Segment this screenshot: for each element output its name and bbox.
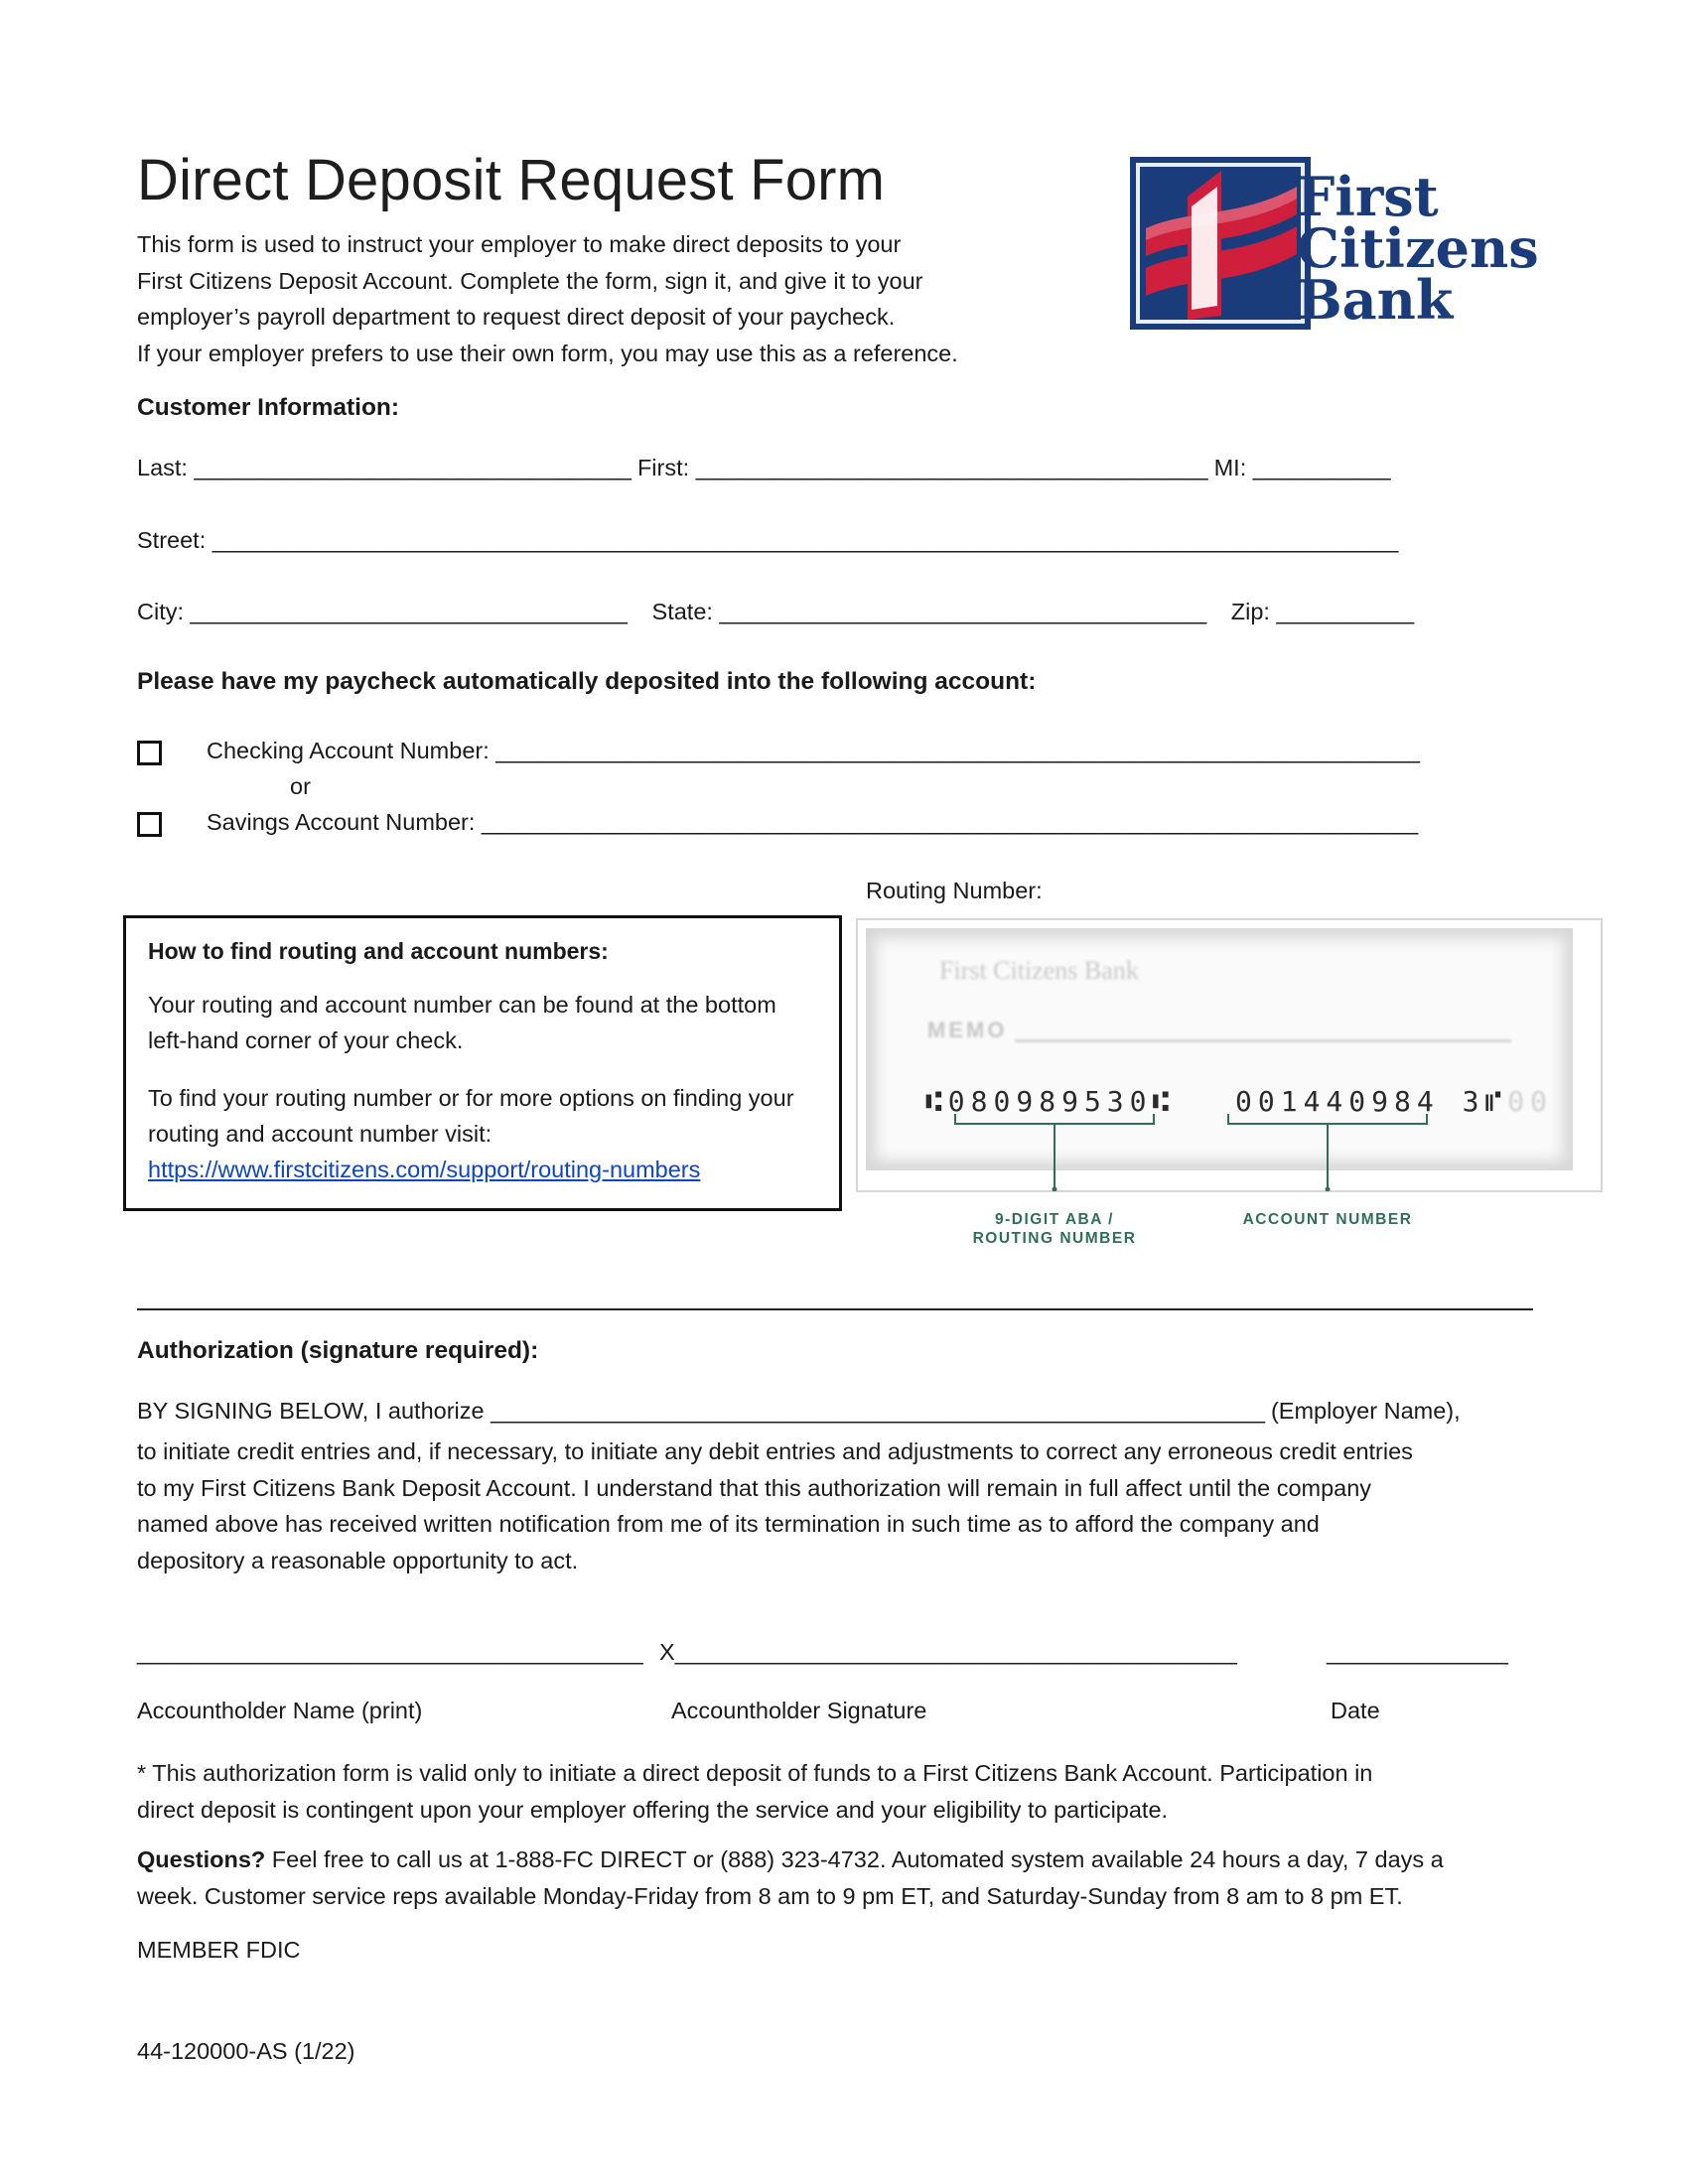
employer-name-label: (Employer Name), bbox=[1264, 1398, 1461, 1424]
authorization-line: named above has received written notification from me of its termination in such time as to afford the company and bbox=[137, 1511, 1320, 1537]
routing-help-box bbox=[123, 915, 842, 1211]
authorization-heading: Authorization (signature required): bbox=[137, 1337, 539, 1364]
member-fdic: MEMBER FDIC bbox=[137, 1937, 301, 1963]
authorization-body bbox=[137, 1433, 1547, 1578]
logo-line: First bbox=[1297, 165, 1439, 228]
savings-checkbox[interactable] bbox=[137, 812, 162, 837]
city-row bbox=[137, 599, 1414, 625]
routing-caption-line: 9-DIGIT ABA / bbox=[995, 1211, 1114, 1228]
signature-x: X bbox=[659, 1639, 675, 1665]
or-text: or bbox=[290, 773, 311, 799]
help-box-text: To find your routing number or for more options on finding your routing and account number visit: bbox=[148, 1085, 794, 1147]
last-label: Last: bbox=[137, 455, 195, 480]
help-box-title: How to find routing and account numbers: bbox=[148, 938, 609, 964]
check-memo-label: MEMO bbox=[927, 1018, 1008, 1042]
account-caption: ACCOUNT NUMBER bbox=[1242, 1211, 1413, 1228]
intro-line: This form is used to instruct your employer to make direct deposits to your bbox=[137, 231, 902, 257]
questions-text: Feel free to call us at 1-888-FC DIRECT or (888) 323-4732. Automated system available 24 hours a day, 7 days a bbox=[265, 1846, 1444, 1872]
name-row bbox=[137, 455, 1390, 481]
help-box-paragraph: Your routing and account number can be found at the bottom left-hand corner of your check. bbox=[148, 992, 776, 1053]
signature-field[interactable]: _____________________________________________ bbox=[674, 1639, 1237, 1665]
state-field[interactable]: _______________________________________ bbox=[719, 599, 1206, 624]
signature-row bbox=[659, 1639, 1236, 1666]
routing-caption bbox=[955, 1210, 1154, 1248]
bank-logo-wordmark bbox=[1297, 165, 1539, 332]
middle-initial-field[interactable]: ___________ bbox=[1252, 455, 1391, 480]
check-routing-micr: ⑆080989530⑆ bbox=[925, 1085, 1176, 1118]
first-label: First: bbox=[636, 455, 696, 480]
street-field[interactable]: _______________________________________________________________________________________________ bbox=[211, 527, 1398, 553]
check-bank-name: First Citizens Bank bbox=[939, 956, 1139, 985]
mi-label: MI: bbox=[1213, 455, 1253, 480]
savings-account-field[interactable]: ___________________________________________________________________________ bbox=[481, 809, 1418, 835]
checking-account-field[interactable]: __________________________________________________________________________ bbox=[495, 738, 1420, 763]
page-title: Direct Deposit Request Form bbox=[137, 148, 886, 212]
bank-logo-icon bbox=[1130, 157, 1311, 330]
intro-line: First Citizens Deposit Account. Complete the form, sign it, and give it to your bbox=[137, 267, 923, 294]
checking-checkbox[interactable] bbox=[137, 741, 162, 765]
account-micr-faded: 00 bbox=[1507, 1085, 1553, 1118]
accountholder-name-label: Accountholder Name (print) bbox=[137, 1698, 423, 1723]
savings-label: Savings Account Number: bbox=[207, 809, 482, 835]
customer-info-heading: Customer Information: bbox=[137, 394, 400, 421]
employer-name-field[interactable]: ______________________________________________________________ bbox=[491, 1398, 1265, 1424]
account-micr-digits: 001440984 3⑈ bbox=[1235, 1085, 1508, 1118]
last-name-field[interactable]: ___________________________________ bbox=[194, 455, 632, 480]
disclaimer bbox=[137, 1755, 1547, 1828]
intro-paragraph bbox=[137, 226, 1080, 371]
intro-line: If your employer prefers to use their own form, you may use this as a reference. bbox=[137, 340, 958, 366]
authorization-line: to my First Citizens Bank Deposit Account. I understand that this authorization will remain in full affect until the company bbox=[137, 1474, 1372, 1501]
street-row bbox=[137, 527, 1398, 554]
questions-line: week. Customer service reps available Monday-Friday from 8 am to 9 pm ET, and Saturday-Sunday from 8 am to 8 pm ET. bbox=[137, 1882, 1403, 1909]
authorization-line: depository a reasonable opportunity to act. bbox=[137, 1547, 579, 1573]
check-memo-line bbox=[1015, 1039, 1511, 1042]
disclaimer-line: direct deposit is contingent upon your employer offering the service and your eligibility to participate. bbox=[137, 1796, 1169, 1823]
street-label: Street: bbox=[137, 527, 212, 553]
first-name-field[interactable]: _________________________________________ bbox=[695, 455, 1208, 480]
checking-label: Checking Account Number: bbox=[207, 738, 496, 763]
signature-label: Accountholder Signature bbox=[671, 1698, 927, 1723]
date-field[interactable]: ______________ bbox=[1327, 1639, 1508, 1665]
checking-row bbox=[207, 738, 1419, 764]
city-label: City: bbox=[137, 599, 191, 624]
zip-label: Zip: bbox=[1230, 599, 1277, 624]
check-bracket-lines bbox=[856, 1112, 1603, 1191]
authorization-line: to initiate credit entries and, if necessary, to initiate any debit entries and adjustments to correct any erroneous credit entries bbox=[137, 1438, 1413, 1464]
section-divider bbox=[137, 1308, 1533, 1310]
intro-line: employer’s payroll department to request direct deposit of your paycheck. bbox=[137, 304, 896, 330]
date-label: Date bbox=[1331, 1698, 1380, 1723]
accountholder-name-field[interactable]: _______________________________________ bbox=[137, 1639, 643, 1665]
account-heading: Please have my paycheck automatically deposited into the following account: bbox=[137, 668, 1037, 695]
help-box-paragraph bbox=[148, 1080, 817, 1187]
authorize-row bbox=[137, 1398, 1461, 1425]
authorize-label: BY SIGNING BELOW, I authorize bbox=[137, 1398, 492, 1424]
routing-caption-line: ROUTING NUMBER bbox=[972, 1230, 1137, 1247]
questions-section bbox=[137, 1842, 1547, 1914]
zip-field[interactable]: ___________ bbox=[1276, 599, 1414, 624]
form-id: 44-120000-AS (1/22) bbox=[137, 2038, 355, 2064]
questions-label: Questions? bbox=[137, 1846, 266, 1872]
savings-row bbox=[207, 809, 1418, 836]
disclaimer-line: * This authorization form is valid only to initiate a direct deposit of funds to a First Citizens Bank Account. Participation in bbox=[137, 1760, 1373, 1786]
routing-number-label: Routing Number: bbox=[866, 878, 1043, 903]
routing-numbers-link[interactable]: https://www.firstcitizens.com/support/routing-numbers bbox=[148, 1157, 701, 1182]
state-label: State: bbox=[651, 599, 720, 624]
questions-line bbox=[137, 1842, 1547, 1878]
logo-line: Bank bbox=[1297, 268, 1454, 332]
logo-line: Citizens bbox=[1297, 216, 1539, 280]
city-field[interactable]: ___________________________________ bbox=[190, 599, 628, 624]
